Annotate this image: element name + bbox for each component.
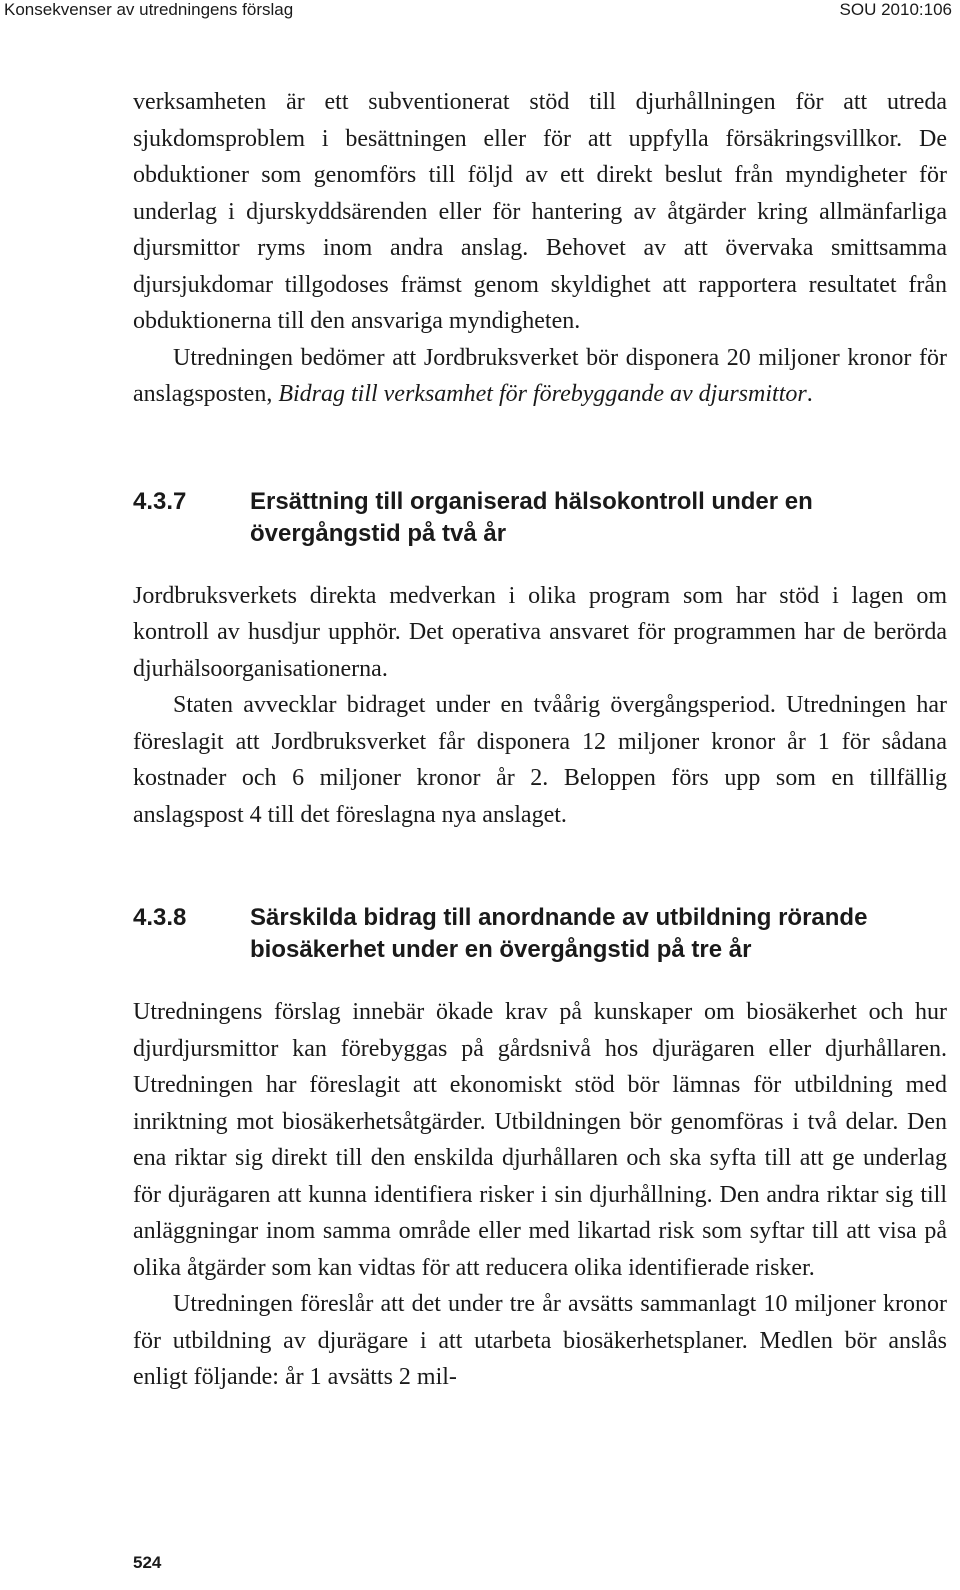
section-4-3-7 <box>133 486 947 834</box>
page-number: 524 <box>133 1553 162 1572</box>
report-number: SOU 2010:106 <box>839 0 952 19</box>
section-number: 4.3.8 <box>133 904 187 931</box>
paragraph-text: Utredningen bedömer att Jordbruksverket bör disponera 20 miljoner kronor för anslagsposten, <box>133 344 947 407</box>
paragraph: Utredningen föreslår att det under tre år avsätts sammanlagt 10 miljoner kronor för utbildning av djurägare i att utarbeta biosäkerhetsplaner. Medlen bör anslås enligt följande: år 1 avsätts 2 mil- <box>133 1291 947 1390</box>
section-heading <box>133 902 947 966</box>
chapter-title: Konsekvenser av utredningens förslag <box>4 0 294 19</box>
section-number: 4.3.7 <box>133 487 187 515</box>
section-4-3-8 <box>133 902 947 1396</box>
paragraph-end: . <box>806 381 813 407</box>
section-title: Särskilda bidrag till anordnande av utbildning rörande biosäkerhet under en övergångstid på tre år <box>250 904 868 963</box>
page-body <box>133 84 947 1396</box>
section-title: Ersättning till organiserad hälsokontroll under en övergångstid på två år <box>250 487 813 547</box>
paragraph: Staten avvecklar bidraget under en tvåårig övergångsperiod. Utredningen har föreslagit att Jordbruksverket får disponera 12 miljoner kronor år 1 för sådana kostnader och 6 miljoner kronor år 2. Beloppen förs upp som en tillfällig anslagspost 4 till det föreslagna nya anslaget. <box>133 692 947 828</box>
intro-block <box>133 84 947 413</box>
budget-item-name: Bidrag till verksamhet för förebyggande av djursmittor <box>278 381 807 407</box>
paragraph: verksamheten är ett subventionerat stöd till djurhållningen för att utreda sjukdomsproblem i besättningen eller för att uppfylla försäkringsvillkor. De obduktioner som genomförs till följd av ett direkt beslut från myndigheter för underlag i djurskyddsärenden eller för hantering av åtgärder kring allmänfarliga djursmittor ryms inom andra anslag. Behovet av att övervaka smittsamma djursjukdomar tillgodoses främst genom skyldighet att rapportera resultatet från obduktionerna till den ansvariga myndigheten. <box>133 89 947 334</box>
running-header <box>0 0 960 30</box>
section-heading <box>133 486 947 550</box>
paragraph <box>133 340 947 413</box>
paragraph: Jordbruksverkets direkta medverkan i olika program som har stöd i lagen om kontroll av husdjur upphör. Det operativa ansvaret för programmen har de berörda djurhälsoorganisationerna. <box>133 582 947 682</box>
paragraph: Utredningens förslag innebär ökade krav på kunskaper om biosäkerhet och hur djurdjursmittor kan förebyggas på gårdsnivå hos djurägaren eller djurhållaren. Utredningen har föreslagit att ekonomiskt stöd bör lämnas för utbildning med inriktning mot biosäkerhetsåtgärder. Utbildningen bör genomföras i två delar. Den ena riktar sig direkt till den enskilda djurhållaren och ska syfta till att ge underlag för djurägaren att kunna identifiera risker i sin djurhållning. Den andra riktar sig till anläggningar inom samma område eller med likartad risk som syftar till att visa på olika åtgärder som kan vidtas för att reducera olika identifierade risker. <box>133 999 947 1281</box>
